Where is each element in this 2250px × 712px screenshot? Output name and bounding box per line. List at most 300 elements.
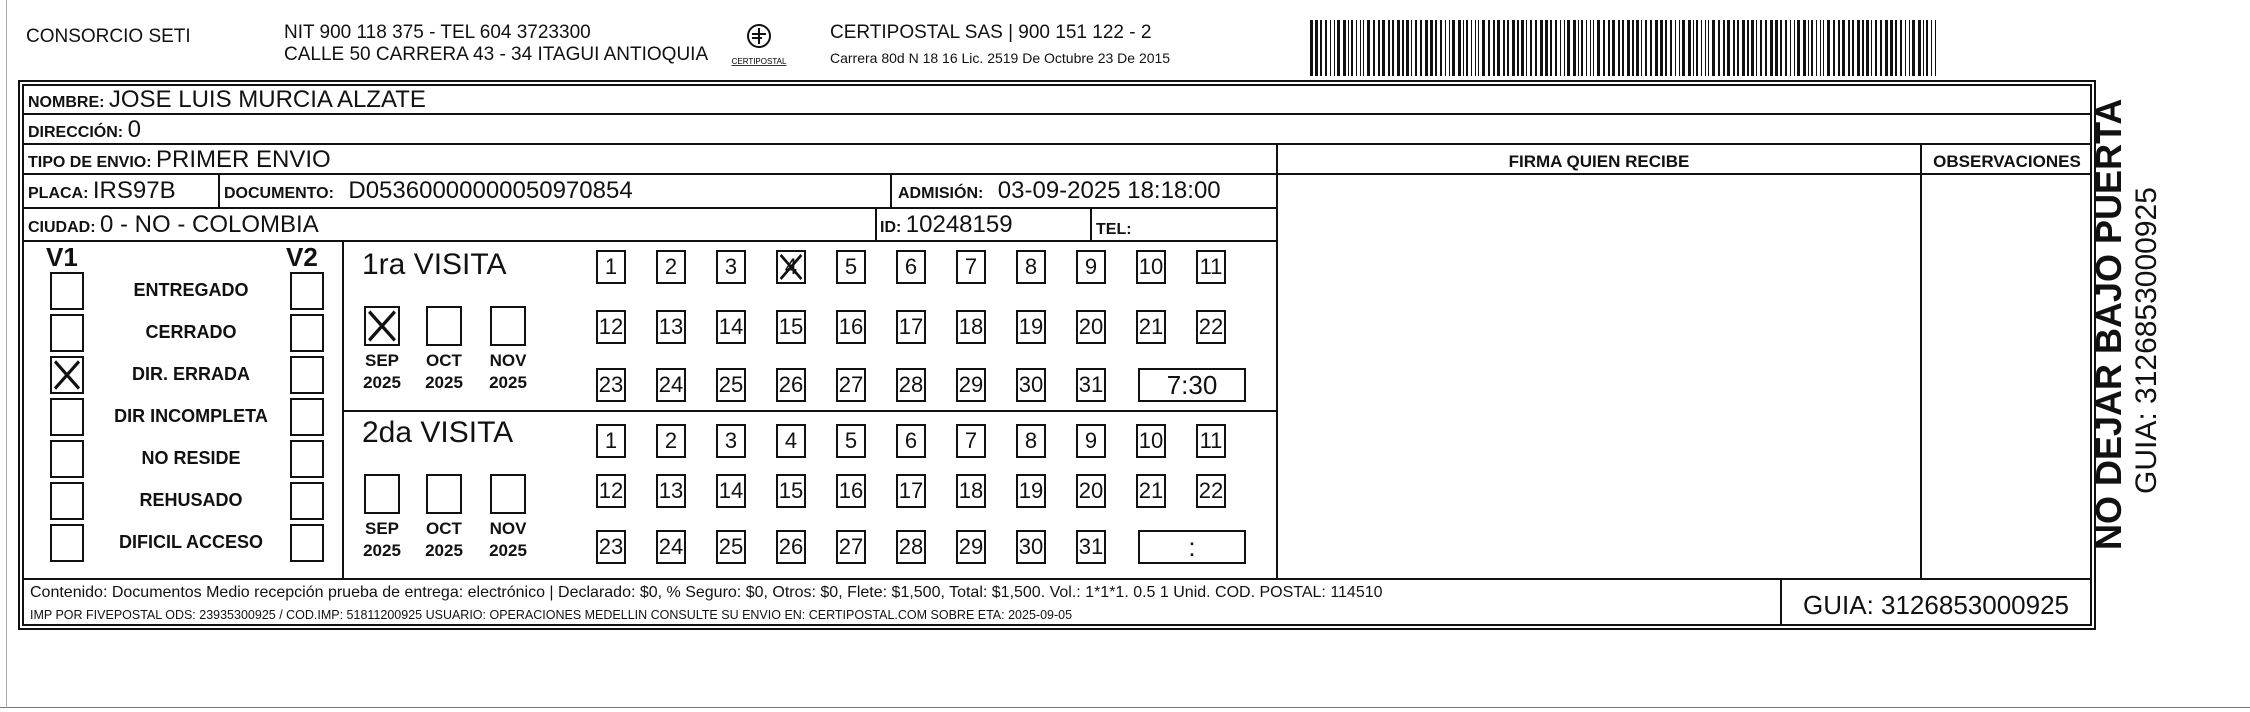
- month-year: 2025: [425, 373, 463, 392]
- tipo-envio-label: TIPO DE ENVIO:: [28, 154, 152, 171]
- barcode-bar: [1590, 20, 1591, 76]
- status-v2-checkbox[interactable]: [290, 314, 324, 352]
- barcode-bar: [1550, 20, 1552, 76]
- barcode-bar: [1797, 20, 1800, 76]
- day-number: 26: [778, 534, 804, 559]
- barcode-bar: [1545, 20, 1548, 76]
- day-number: 7: [964, 428, 978, 453]
- barcode-bar: [1760, 20, 1762, 76]
- id-value: 10248159: [905, 211, 1013, 238]
- day-number: 11: [1199, 254, 1223, 279]
- barcode-bar: [1597, 20, 1600, 76]
- barcode-bar: [1337, 20, 1340, 76]
- x-mark: [778, 252, 804, 282]
- barcode-bar: [1392, 20, 1394, 76]
- barcode-bar: [1808, 20, 1809, 76]
- month-label: SEP: [364, 519, 400, 538]
- day-number: 31: [1078, 372, 1104, 397]
- barcode-bar: [1923, 20, 1924, 76]
- day-box[interactable]: [836, 250, 866, 284]
- day-number: 27: [838, 534, 864, 559]
- barcode-bar: [1852, 20, 1854, 76]
- barcode-bar: [1645, 20, 1647, 76]
- day-box[interactable]: [1016, 474, 1046, 508]
- barcode-bar: [1718, 20, 1720, 76]
- time-box[interactable]: [1138, 368, 1246, 402]
- barcode-bar: [1382, 20, 1385, 76]
- day-number: 5: [844, 428, 858, 453]
- status-v1-checkbox[interactable]: [50, 314, 84, 352]
- day-number: 20: [1078, 478, 1104, 503]
- barcode-bar: [1497, 20, 1500, 76]
- day-number: 28: [898, 372, 924, 397]
- barcode-bar: [1581, 20, 1583, 76]
- day-box[interactable]: [896, 474, 926, 508]
- firma-header: FIRMA QUIEN RECIBE: [1508, 152, 1690, 171]
- day-number: 18: [958, 478, 984, 503]
- day-number: 23: [598, 372, 624, 397]
- day-number: 1: [604, 428, 618, 453]
- day-box[interactable]: [716, 310, 746, 344]
- status-label: ENTREGADO: [133, 280, 249, 300]
- status-label: DIR. ERRADA: [131, 364, 250, 384]
- day-number: 24: [658, 372, 684, 397]
- day-box[interactable]: [716, 424, 746, 458]
- barcode-bar: [1320, 20, 1322, 76]
- month-label: OCT: [426, 519, 462, 538]
- barcode-bar: [1488, 20, 1490, 76]
- day-number: 4: [784, 254, 798, 279]
- v1-label: V1: [46, 242, 78, 272]
- barcode-bar: [1682, 20, 1685, 76]
- day-box[interactable]: [1196, 474, 1226, 508]
- status-label: DIFICIL ACCESO: [118, 532, 263, 552]
- day-box[interactable]: [1196, 424, 1226, 458]
- barcode-bar: [1458, 20, 1461, 76]
- month-label: OCT: [426, 351, 462, 370]
- barcode-bar: [1875, 20, 1877, 76]
- barcode-bar: [1909, 20, 1910, 76]
- status-v1-checkbox[interactable]: [50, 356, 84, 394]
- barcode-bar: [1866, 20, 1869, 76]
- day-number: 13: [658, 314, 684, 339]
- day-box[interactable]: [956, 250, 986, 284]
- certipostal-logo: [728, 20, 790, 70]
- barcode-bar: [1833, 20, 1835, 76]
- barcode-bar: [1742, 20, 1745, 76]
- status-v1-checkbox[interactable]: [50, 272, 84, 310]
- day-number: 27: [838, 372, 864, 397]
- barcode-bar: [1636, 20, 1639, 76]
- admision-value: 03-09-2025 18:18:00: [997, 177, 1221, 204]
- x-mark: [366, 308, 398, 344]
- side-guia: GUIA: 3126853000925: [2130, 187, 2163, 494]
- day-box[interactable]: [1076, 424, 1106, 458]
- day-number: 31: [1078, 534, 1104, 559]
- day-box[interactable]: [956, 310, 986, 344]
- barcode-bar: [1367, 20, 1370, 76]
- barcode-bar: [1794, 20, 1795, 76]
- barcode-bar: [1912, 20, 1915, 76]
- month-year: 2025: [489, 373, 527, 392]
- barcode-bar: [1540, 20, 1543, 76]
- day-box[interactable]: [956, 424, 986, 458]
- barcode-bar: [1411, 20, 1412, 76]
- day-box[interactable]: [1136, 424, 1166, 458]
- day-number: 21: [1138, 478, 1164, 503]
- day-number: 29: [958, 372, 984, 397]
- barcode-bar: [1895, 20, 1897, 76]
- day-number: 22: [1198, 478, 1224, 503]
- barcode-bar: [1693, 20, 1694, 76]
- day-box[interactable]: [1076, 530, 1106, 564]
- barcode-bar: [1705, 20, 1706, 76]
- barcode-bar: [1420, 20, 1422, 76]
- day-box[interactable]: [716, 530, 746, 564]
- barcode-bar: [1406, 20, 1409, 76]
- month-checkbox[interactable]: [490, 306, 526, 346]
- day-box[interactable]: [956, 474, 986, 508]
- day-number: 22: [1198, 314, 1224, 339]
- day-number: 14: [718, 478, 744, 503]
- day-box[interactable]: [1076, 310, 1106, 344]
- month-year: 2025: [363, 373, 401, 392]
- day-box[interactable]: [836, 530, 866, 564]
- day-number: 8: [1024, 254, 1038, 279]
- day-box[interactable]: [596, 310, 626, 344]
- day-box[interactable]: [1076, 250, 1106, 284]
- day-number: 2: [664, 428, 678, 453]
- barcode-bar: [1363, 20, 1364, 76]
- barcode-bar: [1555, 20, 1557, 76]
- status-label: CERRADO: [145, 322, 237, 342]
- visit1-title: 1ra VISITA: [362, 248, 507, 281]
- documento-value: D05360000000050970854: [348, 177, 633, 204]
- barcode-bar: [1727, 20, 1730, 76]
- barcode-bar: [1517, 20, 1519, 76]
- status-label: NO RESIDE: [141, 448, 241, 468]
- barcode-bar: [1665, 20, 1667, 76]
- observaciones-header: OBSERVACIONES: [1933, 152, 2081, 171]
- day-box[interactable]: [656, 368, 686, 402]
- day-number: 29: [958, 534, 984, 559]
- time-box[interactable]: [1138, 530, 1246, 564]
- day-box[interactable]: [596, 424, 626, 458]
- day-number: 7: [964, 254, 978, 279]
- barcode-bar: [1857, 20, 1860, 76]
- barcode-bar: [1503, 20, 1505, 76]
- day-number: 10: [1138, 254, 1164, 279]
- barcode-bar: [1482, 20, 1485, 76]
- barcode-bar: [1675, 20, 1676, 76]
- day-box[interactable]: [956, 368, 986, 402]
- barcode-bar: [1466, 20, 1468, 76]
- barcode-bar: [1803, 20, 1806, 76]
- barcode-bar: [1360, 20, 1361, 76]
- barcode-bar: [1388, 20, 1390, 76]
- nit-line: NIT 900 118 375 - TEL 604 3723300: [284, 22, 591, 43]
- day-number: 17: [898, 478, 924, 503]
- barcode-bar: [1578, 20, 1579, 76]
- admision-label: ADMISIÓN:: [898, 185, 984, 202]
- barcode-bar: [1397, 20, 1400, 76]
- barcode-bar: [1935, 20, 1936, 76]
- day-box[interactable]: [1076, 474, 1106, 508]
- day-box[interactable]: [896, 424, 926, 458]
- barcode-bar: [1471, 20, 1472, 76]
- barcode-bar: [1733, 20, 1735, 76]
- barcode-bar: [1785, 20, 1787, 76]
- barcode-bar: [1871, 20, 1872, 76]
- barcode-bar: [1343, 20, 1346, 76]
- barcode-bar: [1402, 20, 1404, 76]
- day-number: 13: [658, 478, 684, 503]
- day-box[interactable]: [656, 250, 686, 284]
- month-year: 2025: [489, 541, 527, 560]
- barcode-bar: [1440, 20, 1442, 76]
- barcode-bar: [1618, 20, 1620, 76]
- ciudad-label: CIUDAD:: [28, 219, 96, 236]
- day-box[interactable]: [596, 368, 626, 402]
- barcode-bar: [1723, 20, 1725, 76]
- status-v1-checkbox[interactable]: [50, 482, 84, 520]
- day-number: 12: [598, 314, 624, 339]
- barcode-bar: [1848, 20, 1850, 76]
- month-label: SEP: [364, 351, 400, 370]
- status-label: REHUSADO: [139, 490, 243, 510]
- day-box[interactable]: [1136, 310, 1166, 344]
- x-mark: [52, 358, 82, 392]
- barcode-bar: [1905, 20, 1906, 76]
- barcode-bar: [1708, 20, 1709, 76]
- day-number: 5: [844, 254, 858, 279]
- barcode-bar: [1816, 20, 1817, 76]
- barcode-bar: [1603, 20, 1605, 76]
- month-checkbox[interactable]: [364, 306, 400, 346]
- barcode-bar: [1670, 20, 1672, 76]
- barcode-bar: [1756, 20, 1757, 76]
- direccion-label: DIRECCIÓN:: [28, 124, 124, 141]
- visit2-title: 2da VISITA: [362, 416, 514, 449]
- barcode-bar: [1627, 20, 1630, 76]
- time-value: 7:30: [1166, 369, 1218, 400]
- day-box[interactable]: [656, 530, 686, 564]
- day-number: 2: [664, 254, 678, 279]
- day-box[interactable]: [776, 368, 806, 402]
- day-box[interactable]: [1136, 250, 1166, 284]
- barcode-bar: [1751, 20, 1754, 76]
- day-number: 16: [838, 314, 864, 339]
- day-box[interactable]: [896, 250, 926, 284]
- day-box[interactable]: [836, 368, 866, 402]
- barcode-bar: [1452, 20, 1455, 76]
- day-box[interactable]: [596, 474, 626, 508]
- day-number: 14: [718, 314, 744, 339]
- barcode-bar: [1310, 20, 1313, 76]
- barcode-bar: [1765, 20, 1767, 76]
- month-checkbox[interactable]: [364, 474, 400, 514]
- day-number: 1: [604, 254, 618, 279]
- day-number: 23: [598, 534, 624, 559]
- barcode-bar: [1435, 20, 1437, 76]
- side-notice: NO DEJAR BAJO PUERTA: [2088, 98, 2129, 550]
- day-number: 20: [1078, 314, 1104, 339]
- day-number: 3: [724, 428, 738, 453]
- day-box[interactable]: [776, 424, 806, 458]
- month-year: 2025: [363, 541, 401, 560]
- status-v2-checkbox[interactable]: [290, 356, 324, 394]
- day-number: 19: [1018, 314, 1044, 339]
- status-v2-checkbox[interactable]: [290, 440, 324, 478]
- barcode-bar: [1512, 20, 1515, 76]
- barcode-bar: [1356, 20, 1357, 76]
- month-label: NOV: [489, 519, 527, 538]
- barcode-bar: [1348, 20, 1349, 76]
- day-box[interactable]: [836, 424, 866, 458]
- day-box[interactable]: [1016, 530, 1046, 564]
- barcode: [1308, 20, 1940, 76]
- day-box[interactable]: [836, 474, 866, 508]
- barcode-bar: [1900, 20, 1902, 76]
- day-box[interactable]: [1196, 250, 1226, 284]
- barcode-bar: [1526, 20, 1527, 76]
- barcode-bar: [1586, 20, 1587, 76]
- contenido-line: Contenido: Documentos Medio recepción prueba de entrega: electrónico | Declarado: $0, % Seguro: $0, Otros: $0, Flete: $1,500, Total: $1,500. Vol.: 1*1*1. 0.5 1 Unid. COD. POSTAL: 114510: [30, 584, 1383, 601]
- day-box[interactable]: [776, 250, 806, 284]
- barcode-bar: [1378, 20, 1380, 76]
- barcode-bar: [1425, 20, 1428, 76]
- day-box[interactable]: [1136, 474, 1166, 508]
- day-number: 25: [718, 534, 744, 559]
- status-v1-checkbox[interactable]: [50, 524, 84, 562]
- barcode-bar: [1521, 20, 1524, 76]
- barcode-bar: [1325, 20, 1327, 76]
- barcode-bar: [1430, 20, 1433, 76]
- day-number: 8: [1024, 428, 1038, 453]
- day-box[interactable]: [716, 250, 746, 284]
- day-box[interactable]: [596, 250, 626, 284]
- barcode-bar: [1696, 20, 1698, 76]
- barcode-bar: [1567, 20, 1570, 76]
- ciudad-value: 0 - NO - COLOMBIA: [100, 211, 319, 238]
- barcode-bar: [1334, 20, 1335, 76]
- day-number: 25: [718, 372, 744, 397]
- day-box[interactable]: [896, 530, 926, 564]
- barcode-bar: [1475, 20, 1476, 76]
- barcode-bar: [1880, 20, 1882, 76]
- nombre-label: NOMBRE:: [28, 94, 105, 111]
- day-box[interactable]: [776, 530, 806, 564]
- status-label: DIR INCOMPLETA: [114, 406, 268, 426]
- barcode-bar: [1827, 20, 1830, 76]
- barcode-bar: [1655, 20, 1658, 76]
- barcode-bar: [1608, 20, 1610, 76]
- day-box[interactable]: [1016, 368, 1046, 402]
- barcode-bar: [1622, 20, 1624, 76]
- barcode-bar: [1811, 20, 1813, 76]
- barcode-bar: [1862, 20, 1864, 76]
- barcode-bar: [1641, 20, 1642, 76]
- day-box[interactable]: [1196, 310, 1226, 344]
- barcode-bar: [1650, 20, 1652, 76]
- status-v1-checkbox[interactable]: [50, 398, 84, 436]
- tipo-envio-value: PRIMER ENVIO: [156, 146, 331, 173]
- barcode-bar: [1373, 20, 1375, 76]
- day-box[interactable]: [776, 474, 806, 508]
- day-number: 4: [784, 428, 798, 453]
- day-box[interactable]: [656, 424, 686, 458]
- time-value: :: [1188, 531, 1196, 562]
- status-v2-checkbox[interactable]: [290, 524, 324, 562]
- day-number: 9: [1084, 428, 1098, 453]
- barcode-bar: [1918, 20, 1921, 76]
- day-number: 28: [898, 534, 924, 559]
- barcode-bar: [1315, 20, 1318, 76]
- day-box[interactable]: [776, 310, 806, 344]
- day-number: 24: [658, 534, 684, 559]
- status-v2-checkbox[interactable]: [290, 272, 324, 310]
- barcode-bar: [1885, 20, 1888, 76]
- barcode-bar: [1737, 20, 1739, 76]
- barcode-bar: [1573, 20, 1576, 76]
- day-box[interactable]: [656, 474, 686, 508]
- day-number: 6: [904, 254, 918, 279]
- day-box[interactable]: [716, 368, 746, 402]
- barcode-bar: [1780, 20, 1782, 76]
- status-v2-checkbox[interactable]: [290, 482, 324, 520]
- day-box[interactable]: [656, 310, 686, 344]
- day-box[interactable]: [1016, 424, 1046, 458]
- day-number: 15: [778, 478, 804, 503]
- barcode-bar: [1632, 20, 1634, 76]
- barcode-bar: [1688, 20, 1691, 76]
- license-line: Carrera 80d N 18 16 Lic. 2519 De Octubre 23 De 2015: [830, 50, 1171, 66]
- barcode-bar: [1701, 20, 1702, 76]
- barcode-bar: [1535, 20, 1537, 76]
- barcode-bar: [1770, 20, 1773, 76]
- barcode-bar: [1747, 20, 1749, 76]
- day-box[interactable]: [896, 368, 926, 402]
- month-year: 2025: [425, 541, 463, 560]
- status-v2-checkbox[interactable]: [290, 398, 324, 436]
- day-box[interactable]: [1076, 368, 1106, 402]
- day-box[interactable]: [956, 530, 986, 564]
- month-checkbox[interactable]: [490, 474, 526, 514]
- month-checkbox[interactable]: [426, 474, 462, 514]
- day-box[interactable]: [836, 310, 866, 344]
- day-number: 30: [1018, 372, 1044, 397]
- day-box[interactable]: [1016, 250, 1046, 284]
- barcode-bar: [1478, 20, 1479, 76]
- day-box[interactable]: [596, 530, 626, 564]
- day-box[interactable]: [896, 310, 926, 344]
- status-v1-checkbox[interactable]: [50, 440, 84, 478]
- barcode-bar: [1679, 20, 1680, 76]
- day-box[interactable]: [1016, 310, 1046, 344]
- day-box[interactable]: [716, 474, 746, 508]
- id-label: ID:: [880, 219, 902, 236]
- day-number: 19: [1018, 478, 1044, 503]
- barcode-bar: [1838, 20, 1840, 76]
- month-checkbox[interactable]: [426, 306, 462, 346]
- barcode-bar: [1530, 20, 1532, 76]
- barcode-bar: [1926, 20, 1928, 76]
- barcode-bar: [1842, 20, 1845, 76]
- barcode-bar: [1330, 20, 1331, 76]
- barcode-bar: [1463, 20, 1464, 76]
- address-line: CALLE 50 CARRERA 43 - 34 ITAGUI ANTIOQUIA: [284, 44, 709, 65]
- month-label: NOV: [489, 351, 527, 370]
